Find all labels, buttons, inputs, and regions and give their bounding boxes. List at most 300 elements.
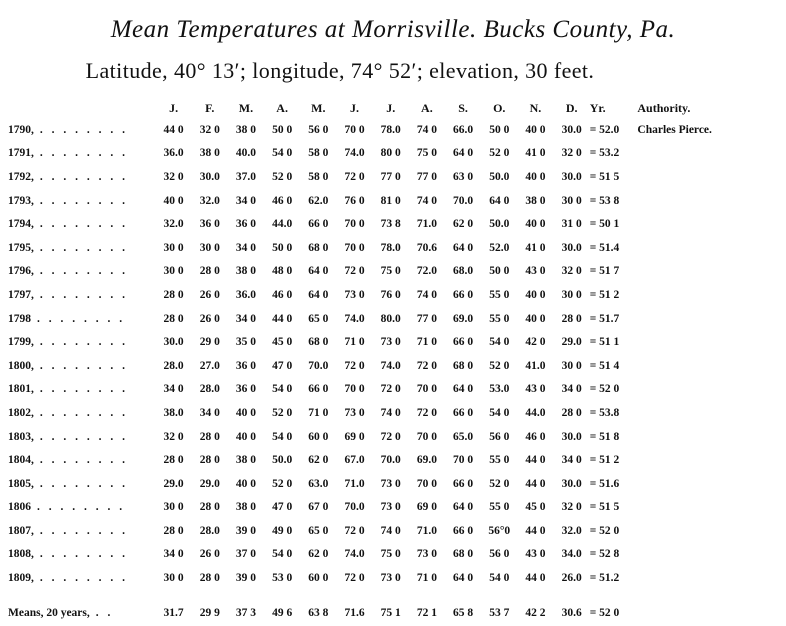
month-value-cell: 44 0: [525, 524, 546, 537]
month-value-cell: 30.0: [561, 123, 582, 136]
leader-dots: . . . . . . . .: [39, 477, 128, 490]
month-value-cell: 75 0: [416, 147, 437, 160]
month-value-cell: 71 0: [344, 336, 365, 349]
month-value-cell: 71.0: [344, 477, 365, 490]
year-mean-cell: = 52 8: [589, 548, 620, 561]
year-label: 1793,: [8, 194, 34, 207]
month-value-cell: 28 0: [199, 572, 220, 585]
month-value-cell: 28 0: [199, 501, 220, 514]
month-value-cell: 71.0: [416, 218, 437, 231]
month-value-cell: 74.0: [344, 548, 365, 561]
month-value-cell: 73 0: [344, 406, 365, 419]
month-value-cell: 38 0: [235, 501, 256, 514]
month-value-cell: 29 0: [199, 336, 220, 349]
year-cell: [8, 448, 155, 472]
month-value-cell: 38 0: [199, 147, 220, 160]
authority-cell: [637, 330, 786, 354]
month-value-cell: 74 0: [380, 524, 401, 537]
month-value-cell: 70.0: [344, 501, 365, 514]
month-value-cell: 56 0: [308, 123, 329, 136]
year-mean-cell: = 52 0: [589, 524, 620, 537]
year-cell: [8, 401, 155, 425]
month-header: J.: [350, 100, 359, 115]
month-value-cell: 64 0: [489, 194, 510, 207]
month-value-cell: 72 0: [416, 406, 437, 419]
month-value-cell: 74.0: [344, 312, 365, 325]
month-value-cell: 72 0: [380, 383, 401, 396]
year-mean-cell: = 52 0: [589, 606, 620, 619]
month-value-cell: 52 0: [489, 147, 510, 160]
month-value-cell: 60 0: [308, 572, 329, 585]
month-value-cell: 38 0: [525, 194, 546, 207]
authority-cell: [637, 448, 786, 472]
month-value-cell: 30.0: [561, 430, 582, 443]
table-row: [8, 189, 786, 213]
month-value-cell: 42 2: [525, 606, 546, 619]
year-label: 1804,: [8, 454, 34, 467]
month-value-cell: 75 0: [380, 265, 401, 278]
month-value-cell: 30 0: [163, 265, 184, 278]
month-value-cell: 55 0: [489, 312, 510, 325]
month-header: N.: [529, 100, 542, 115]
month-value-cell: 40 0: [525, 123, 546, 136]
month-value-cell: 28.0: [163, 359, 184, 372]
month-value-cell: 41.0: [525, 359, 546, 372]
month-header: A.: [421, 100, 433, 115]
month-header: J.: [386, 100, 396, 115]
year-label: 1799,: [8, 336, 34, 349]
month-value-cell: 32 0: [199, 123, 220, 136]
year-mean-cell: = 51 8: [589, 430, 620, 443]
table-row: [8, 378, 786, 402]
authority-cell: [637, 543, 786, 567]
authority-cell: [637, 590, 786, 626]
year-mean-cell: = 51 4: [589, 359, 620, 372]
month-value-cell: 34 0: [235, 194, 256, 207]
month-value-cell: 28 0: [163, 312, 184, 325]
year-cell: [8, 496, 155, 520]
month-value-cell: 70.0: [308, 359, 329, 372]
month-value-cell: 44 0: [525, 477, 546, 490]
year-mean-cell: = 52.0: [589, 123, 620, 136]
month-value-cell: 62 0: [308, 454, 329, 467]
leader-dots: . . . . . . . .: [39, 194, 128, 207]
month-value-cell: 66 0: [453, 524, 474, 537]
month-value-cell: 34 0: [561, 454, 582, 467]
table-row: [8, 496, 786, 520]
month-value-cell: 80.0: [380, 312, 401, 325]
month-value-cell: 70 0: [344, 383, 365, 396]
month-value-cell: 60 0: [308, 430, 329, 443]
month-value-cell: 66 0: [308, 218, 329, 231]
month-value-cell: 52 0: [272, 477, 293, 490]
table-row: [8, 142, 786, 166]
leader-dots: . . . . . . . .: [39, 170, 128, 183]
month-value-cell: 56 0: [489, 548, 510, 561]
month-value-cell: 38.0: [163, 406, 184, 419]
location-subtitle: Latitude, 40° 13′; longitude, 74° 52′; elevation, 30 feet.: [85, 58, 595, 83]
year-mean-cell: = 51.2: [589, 572, 620, 585]
month-value-cell: 71.6: [344, 606, 365, 619]
month-value-cell: 64 0: [453, 501, 474, 514]
month-value-cell: 34.0: [561, 548, 582, 561]
authority-cell: Charles Pierce.: [637, 123, 712, 136]
month-value-cell: 44 0: [163, 123, 184, 136]
table-body: [8, 118, 786, 626]
month-value-cell: 37 0: [235, 548, 256, 561]
authority-cell: [637, 566, 786, 590]
month-value-cell: 30.0: [163, 336, 184, 349]
month-value-cell: 45 0: [272, 336, 293, 349]
table-row: [8, 283, 786, 307]
leader-dots: . . . . . . . .: [39, 430, 128, 443]
month-value-cell: 40 0: [525, 170, 546, 183]
month-value-cell: 36 0: [199, 218, 220, 231]
leader-dots: . . . . . . . .: [39, 359, 128, 372]
month-value-cell: 40 0: [235, 406, 256, 419]
month-value-cell: 72 0: [380, 430, 401, 443]
year-label: 1802,: [8, 406, 34, 419]
month-value-cell: 72.0: [416, 265, 437, 278]
month-header: S.: [458, 100, 468, 115]
month-value-cell: 52 0: [272, 406, 293, 419]
month-value-cell: 32.0: [561, 524, 582, 537]
month-value-cell: 29.0: [561, 336, 582, 349]
authority-cell: [637, 401, 786, 425]
table-row: [8, 236, 786, 260]
month-value-cell: 34 0: [199, 406, 220, 419]
month-value-cell: 72 0: [344, 524, 365, 537]
month-value-cell: 42 0: [525, 336, 546, 349]
year-cell: [8, 142, 155, 166]
month-value-cell: 76 0: [380, 288, 401, 301]
month-value-cell: 77 0: [416, 170, 437, 183]
month-value-cell: 29 9: [199, 606, 220, 619]
year-cell: [8, 378, 155, 402]
month-value-cell: 71 0: [416, 572, 437, 585]
month-value-cell: 66.0: [453, 123, 474, 136]
month-value-cell: 52 0: [489, 359, 510, 372]
month-value-cell: 43 0: [525, 265, 546, 278]
month-value-cell: 64 0: [308, 265, 329, 278]
month-value-cell: 41 0: [525, 147, 546, 160]
month-value-cell: 49 6: [272, 606, 293, 619]
month-value-cell: 65 8: [453, 606, 474, 619]
month-value-cell: 50 0: [489, 123, 510, 136]
month-value-cell: 72 0: [344, 359, 365, 372]
month-value-cell: 58 0: [308, 170, 329, 183]
month-value-cell: 36 0: [235, 383, 256, 396]
leader-dots: . . . . . . . .: [39, 572, 128, 585]
month-value-cell: 69 0: [344, 430, 365, 443]
month-header: F.: [205, 100, 215, 115]
month-value-cell: 40.0: [235, 147, 256, 160]
month-value-cell: 70.6: [416, 241, 437, 254]
temperature-table: [8, 98, 786, 626]
month-value-cell: 54 0: [272, 548, 293, 561]
month-value-cell: 73 0: [344, 288, 365, 301]
month-value-cell: 28 0: [163, 524, 184, 537]
year-label: 1807,: [8, 524, 34, 537]
month-value-cell: 74 0: [416, 194, 437, 207]
month-value-cell: 38 0: [235, 265, 256, 278]
month-value-cell: 74 0: [416, 288, 437, 301]
leader-dots: . . . . . . . .: [39, 336, 128, 349]
authority-cell: [637, 189, 786, 213]
table-row: [8, 425, 786, 449]
year-cell: [8, 189, 155, 213]
month-value-cell: 54 0: [272, 430, 293, 443]
month-value-cell: 30.0: [561, 170, 582, 183]
month-value-cell: 28 0: [163, 454, 184, 467]
month-value-cell: 38 0: [235, 123, 256, 136]
month-value-cell: 32 0: [561, 265, 582, 278]
month-value-cell: 70 0: [416, 477, 437, 490]
month-value-cell: 58 0: [308, 147, 329, 160]
month-value-cell: 54 0: [489, 406, 510, 419]
month-value-cell: 28 0: [199, 430, 220, 443]
means-row: [8, 590, 786, 626]
leader-dots: . . . . . . . .: [39, 548, 128, 561]
header-row: [8, 98, 786, 118]
year-mean-cell: = 51 2: [589, 454, 620, 467]
year-label: 1795,: [8, 241, 34, 254]
table-row: [8, 543, 786, 567]
leader-dots: . .: [95, 606, 114, 619]
authority-cell: [637, 472, 786, 496]
authority-cell: [637, 260, 786, 284]
month-value-cell: 73 0: [416, 548, 437, 561]
year-label: 1809,: [8, 572, 34, 585]
year-mean-cell: = 51.6: [589, 477, 620, 490]
year-label: 1808,: [8, 548, 34, 561]
month-value-cell: 28.0: [199, 383, 220, 396]
table-row: [8, 118, 786, 142]
year-mean-cell: = 51 5: [589, 501, 620, 514]
month-value-cell: 40 0: [235, 477, 256, 490]
month-value-cell: 75 0: [380, 548, 401, 561]
month-value-cell: 30.0: [561, 477, 582, 490]
month-value-cell: 44 0: [525, 454, 546, 467]
table-row: [8, 212, 786, 236]
month-value-cell: 40 0: [525, 218, 546, 231]
month-value-cell: 72 1: [416, 606, 437, 619]
month-value-cell: 65 0: [308, 312, 329, 325]
month-value-cell: 45 0: [525, 501, 546, 514]
month-value-cell: 67 0: [308, 501, 329, 514]
month-value-cell: 70 0: [416, 383, 437, 396]
month-header: M.: [238, 100, 254, 115]
month-value-cell: 48 0: [272, 265, 293, 278]
year-label: 1800,: [8, 359, 34, 372]
month-value-cell: 30 0: [561, 194, 582, 207]
month-value-cell: 55 0: [489, 454, 510, 467]
month-value-cell: 63 8: [308, 606, 329, 619]
year-cell: [8, 165, 155, 189]
year-label: 1792,: [8, 170, 34, 183]
year-mean-cell: = 51 5: [589, 170, 620, 183]
leader-dots: . . . . . . . .: [39, 265, 128, 278]
month-value-cell: 68 0: [453, 359, 474, 372]
month-value-cell: 30 0: [561, 288, 582, 301]
means-label: Means, 20 years,: [8, 606, 90, 619]
month-value-cell: 49 0: [272, 524, 293, 537]
table-row: [8, 330, 786, 354]
month-value-cell: 50.0: [489, 170, 510, 183]
year-label: 1794,: [8, 218, 34, 231]
month-value-cell: 71 0: [308, 406, 329, 419]
month-value-cell: 74.0: [344, 147, 365, 160]
year-cell: [8, 519, 155, 543]
leader-dots: . . . . . . . .: [39, 383, 128, 396]
month-value-cell: 52 0: [272, 170, 293, 183]
month-header: A.: [276, 100, 288, 115]
authority-cell: [637, 378, 786, 402]
month-value-cell: 69.0: [416, 454, 437, 467]
month-value-cell: 62 0: [453, 218, 474, 231]
month-value-cell: 29.0: [163, 477, 184, 490]
table-row: [8, 448, 786, 472]
month-value-cell: 62 0: [308, 548, 329, 561]
month-value-cell: 53 0: [272, 572, 293, 585]
month-value-cell: 73 0: [380, 336, 401, 349]
year-cell: [8, 543, 155, 567]
leader-dots: . . . . . . . .: [39, 147, 128, 160]
month-value-cell: 35 0: [235, 336, 256, 349]
month-value-cell: 50.0: [489, 218, 510, 231]
month-header: D.: [565, 100, 578, 115]
month-value-cell: 37.0: [235, 170, 256, 183]
month-value-cell: 81 0: [380, 194, 401, 207]
year-cell: [8, 118, 155, 142]
month-value-cell: 32 0: [163, 430, 184, 443]
year-cell: [8, 330, 155, 354]
year-mean-header: Yr.: [589, 100, 606, 115]
month-value-cell: 28 0: [199, 265, 220, 278]
month-value-cell: 66 0: [453, 288, 474, 301]
authority-cell: [637, 354, 786, 378]
month-value-cell: 72 0: [416, 359, 437, 372]
leader-dots: . . . . . . . .: [37, 312, 126, 325]
year-mean-cell: = 51 7: [589, 265, 620, 278]
month-value-cell: 73 8: [380, 218, 401, 231]
means-label-cell: [8, 590, 155, 626]
table-row: [8, 354, 786, 378]
year-mean-cell: = 53 8: [589, 194, 620, 207]
month-value-cell: 50.0: [272, 454, 293, 467]
month-value-cell: 74 0: [416, 123, 437, 136]
month-value-cell: 28.0: [199, 524, 220, 537]
table-row: [8, 472, 786, 496]
month-value-cell: 30.0: [199, 170, 220, 183]
month-value-cell: 46 0: [272, 194, 293, 207]
month-value-cell: 68 0: [308, 241, 329, 254]
month-value-cell: 70.0: [380, 454, 401, 467]
authority-header: Authority.: [637, 100, 691, 115]
year-label: 1791,: [8, 147, 34, 160]
month-value-cell: 73 0: [380, 501, 401, 514]
month-value-cell: 39 0: [235, 572, 256, 585]
month-value-cell: 36 0: [235, 359, 256, 372]
month-value-cell: 78.0: [380, 123, 401, 136]
month-value-cell: 40 0: [525, 312, 546, 325]
month-value-cell: 64 0: [453, 383, 474, 396]
month-value-cell: 62.0: [308, 194, 329, 207]
month-value-cell: 64 0: [453, 572, 474, 585]
authority-cell: [637, 212, 786, 236]
month-value-cell: 54 0: [489, 336, 510, 349]
year-label: 1797,: [8, 288, 34, 301]
month-value-cell: 34 0: [235, 312, 256, 325]
table-row: [8, 307, 786, 331]
month-value-cell: 28 0: [561, 312, 582, 325]
authority-cell: [637, 142, 786, 166]
month-value-cell: 41 0: [525, 241, 546, 254]
month-value-cell: 44.0: [272, 218, 293, 231]
month-value-cell: 36.0: [235, 288, 256, 301]
leader-dots: . . . . . . . .: [39, 524, 128, 537]
year-label: 1801,: [8, 383, 34, 396]
year-label: 1803,: [8, 430, 34, 443]
leader-dots: . . . . . . . .: [39, 454, 128, 467]
month-value-cell: 36.0: [163, 147, 184, 160]
year-cell: [8, 566, 155, 590]
month-value-cell: 50 0: [489, 265, 510, 278]
page-title: Mean Temperatures at Morrisville. Bucks County, Pa.: [110, 16, 676, 43]
month-value-cell: 66 0: [453, 477, 474, 490]
year-cell: [8, 212, 155, 236]
month-value-cell: 72 0: [344, 265, 365, 278]
year-cell: [8, 236, 155, 260]
month-value-cell: 39 0: [235, 524, 256, 537]
year-cell: [8, 307, 155, 331]
month-value-cell: 32 0: [561, 147, 582, 160]
month-header: O.: [493, 100, 506, 115]
month-value-cell: 46 0: [525, 430, 546, 443]
year-mean-cell: = 51 1: [589, 336, 620, 349]
table-row: [8, 260, 786, 284]
month-value-cell: 26 0: [199, 312, 220, 325]
month-value-cell: 47 0: [272, 359, 293, 372]
month-value-cell: 70.0: [453, 194, 474, 207]
month-value-cell: 30.6: [561, 606, 582, 619]
authority-cell: [637, 496, 786, 520]
leader-dots: . . . . . . . .: [39, 241, 128, 254]
year-mean-cell: = 50 1: [589, 218, 620, 231]
year-cell: [8, 283, 155, 307]
leader-dots: . . . . . . . .: [39, 288, 128, 301]
month-value-cell: 30.0: [561, 241, 582, 254]
month-value-cell: 28 0: [163, 288, 184, 301]
month-value-cell: 55 0: [489, 501, 510, 514]
month-value-cell: 74 0: [380, 406, 401, 419]
year-label: 1805,: [8, 477, 34, 490]
month-value-cell: 44.0: [525, 406, 546, 419]
month-value-cell: 31.7: [163, 606, 184, 619]
month-value-cell: 63 0: [453, 170, 474, 183]
month-value-cell: 64 0: [453, 241, 474, 254]
month-value-cell: 68.0: [453, 265, 474, 278]
month-value-cell: 66 0: [453, 336, 474, 349]
month-value-cell: 72 0: [344, 170, 365, 183]
month-value-cell: 28 0: [199, 454, 220, 467]
month-value-cell: 71.0: [416, 524, 437, 537]
month-value-cell: 26.0: [561, 572, 582, 585]
leader-dots: . . . . . . . .: [39, 123, 128, 136]
table-row: [8, 566, 786, 590]
month-value-cell: 32.0: [163, 218, 184, 231]
month-value-cell: 77 0: [416, 312, 437, 325]
